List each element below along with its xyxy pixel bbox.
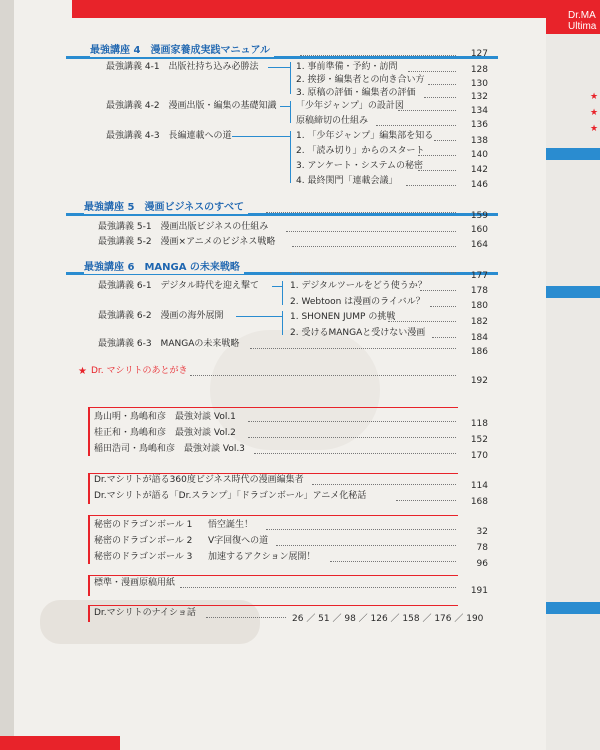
topic: 3. 原稿の評価・編集者の評価 bbox=[296, 88, 416, 98]
dialogue-title: 稲田浩司・鳥嶋和彦 最強対談 Vol.3 bbox=[94, 444, 245, 454]
page-number: 184 bbox=[470, 333, 488, 343]
facing-section-bar bbox=[546, 286, 600, 298]
leader-dots bbox=[300, 55, 456, 56]
connector bbox=[280, 106, 290, 107]
leader-dots bbox=[286, 231, 456, 232]
lecture-title: 最強講義 6-1 デジタル時代を迎え撃て bbox=[98, 281, 260, 291]
section-title: 最強講座 6 MANGA の未来戦略 bbox=[84, 262, 244, 274]
section-title: 最強講座 5 漫画ビジネスのすべて bbox=[84, 202, 248, 214]
connector bbox=[272, 286, 282, 287]
topic: 4. 最終関門「連載会議」 bbox=[296, 176, 398, 186]
lecture-title: 最強講義 4-1 出版社持ち込み必勝法 bbox=[106, 62, 259, 72]
page-number: 159 bbox=[470, 211, 488, 221]
topic: 1. 「少年ジャンプ」編集部を知る bbox=[296, 131, 434, 141]
dialogue-title: 鳥山明・鳥嶋和彦 最強対談 Vol.1 bbox=[94, 412, 236, 422]
leader-dots bbox=[432, 337, 456, 338]
connector bbox=[236, 316, 282, 317]
lecture-title: 最強講義 5-1 漫画出版ビジネスの仕組み bbox=[98, 222, 269, 232]
lecture-title: 最強講義 4-2 漫画出版・編集の基礎知識 bbox=[106, 101, 277, 111]
page-number: 160 bbox=[470, 225, 488, 235]
lecture-title: 最強講義 6-2 漫画の海外展開 bbox=[98, 311, 224, 321]
topic: 2. 「読み切り」からのスタート bbox=[296, 146, 425, 156]
leader-dots bbox=[418, 170, 456, 171]
leader-dots bbox=[254, 453, 456, 454]
page-number: 168 bbox=[470, 497, 488, 507]
secret-title: 秘密のドラゴンボール 1 bbox=[94, 520, 193, 530]
page-number: 182 bbox=[470, 317, 488, 327]
page-number: 192 bbox=[470, 376, 488, 386]
leader-dots bbox=[418, 155, 456, 156]
top-red-band bbox=[72, 0, 546, 18]
red-rule bbox=[88, 474, 90, 504]
leader-dots bbox=[424, 97, 456, 98]
red-rule bbox=[88, 575, 458, 576]
connector bbox=[232, 136, 290, 137]
leader-dots bbox=[388, 321, 456, 322]
page-number: 132 bbox=[470, 92, 488, 102]
star-icon: ★ bbox=[78, 366, 87, 377]
red-rule bbox=[88, 606, 90, 622]
red-rule bbox=[88, 605, 458, 606]
page-number: 134 bbox=[470, 106, 488, 116]
topic: 2. Webtoon は漫画のライバル？ bbox=[290, 297, 425, 307]
naisho-pages: 26 ／ 51 ／ 98 ／ 126 ／ 158 ／ 176 ／ 190 bbox=[292, 614, 484, 624]
topic: 2. 受けるMANGAと受けない漫画 bbox=[290, 328, 426, 338]
leader-dots bbox=[430, 306, 456, 307]
leader-dots bbox=[206, 617, 286, 618]
topic: 1. 事前準備・予約・訪問 bbox=[296, 62, 398, 72]
topic: 原稿締切の仕組み bbox=[296, 116, 369, 126]
secret-title: 秘密のドラゴンボール 2 bbox=[94, 536, 193, 546]
page-number: 146 bbox=[470, 180, 488, 190]
star-icon: ★ bbox=[590, 92, 599, 102]
star-icon: ★ bbox=[590, 124, 599, 134]
page-number: 32 bbox=[476, 527, 488, 537]
leader-dots bbox=[266, 212, 456, 213]
leader-dots bbox=[408, 71, 456, 72]
leader-dots bbox=[190, 375, 456, 376]
lecture-title: 最強講義 4-3 長編連載への道 bbox=[106, 131, 232, 141]
page-number: 128 bbox=[470, 65, 488, 75]
connector bbox=[268, 67, 290, 68]
page-number: 136 bbox=[470, 120, 488, 130]
connector bbox=[290, 101, 291, 123]
leader-dots bbox=[434, 140, 456, 141]
red-rule bbox=[88, 473, 458, 474]
leader-dots bbox=[276, 545, 456, 546]
connector bbox=[290, 131, 291, 183]
page-number: 114 bbox=[470, 481, 488, 491]
page-number: 96 bbox=[476, 559, 488, 569]
talk-title: Dr.マシリトが語る「Dr.スランプ」「ドラゴンボール」アニメ化秘話 bbox=[94, 491, 367, 501]
page-number: 170 bbox=[470, 451, 488, 461]
lecture-title: 最強講義 5-2 漫画×アニメのビジネス戦略 bbox=[98, 237, 276, 247]
leader-dots bbox=[250, 348, 456, 349]
page-number: 127 bbox=[470, 49, 488, 59]
connector bbox=[282, 281, 283, 305]
facing-page-title bbox=[568, 10, 596, 32]
talk-title: Dr.マシリトが語る360度ビジネス時代の漫画編集者 bbox=[94, 475, 304, 485]
afterword-title: Dr. マシリトのあとがき bbox=[91, 366, 188, 376]
page-number: 118 bbox=[470, 419, 488, 429]
secret-subtitle: 加速するアクション展開！ bbox=[208, 552, 316, 562]
connector bbox=[290, 62, 291, 94]
leader-dots bbox=[180, 587, 456, 588]
facing-section-bar bbox=[546, 602, 600, 614]
secret-subtitle: 悟空誕生！ bbox=[208, 520, 254, 530]
manuscript-paper-title: 標準・漫画原稿用紙 bbox=[94, 578, 176, 588]
connector bbox=[282, 311, 283, 335]
page-number: 186 bbox=[470, 347, 488, 357]
topic: 「少年ジャンプ」の設計図 bbox=[296, 101, 404, 111]
naisho-title: Dr.マシリトのナイショ話 bbox=[94, 608, 196, 618]
red-rule bbox=[88, 408, 90, 456]
page-edge bbox=[0, 0, 14, 750]
leader-dots bbox=[312, 484, 456, 485]
section-title: 最強講座 4 漫画家養成実践マニュアル bbox=[90, 45, 274, 57]
page-number: 152 bbox=[470, 435, 488, 445]
topic: 2. 挨拶・編集者との向き合い方 bbox=[296, 75, 425, 85]
star-icon: ★ bbox=[590, 108, 599, 118]
leader-dots bbox=[376, 125, 456, 126]
page-number: 164 bbox=[470, 240, 488, 250]
leader-dots bbox=[266, 529, 456, 530]
leader-dots bbox=[398, 110, 456, 111]
dialogue-title: 桂正和・鳥嶋和彦 最強対談 Vol.2 bbox=[94, 428, 236, 438]
page-number: 78 bbox=[476, 543, 488, 553]
leader-dots bbox=[292, 246, 456, 247]
page-number: 178 bbox=[470, 286, 488, 296]
topic: 1. デジタルツールをどう使うか？ bbox=[290, 281, 427, 291]
secret-subtitle: V字回復への道 bbox=[208, 536, 269, 546]
leader-dots bbox=[330, 561, 456, 562]
facing-title-line1: Dr.MA bbox=[568, 10, 596, 21]
leader-dots bbox=[248, 421, 456, 422]
red-rule bbox=[88, 407, 458, 408]
secret-title: 秘密のドラゴンボール 3 bbox=[94, 552, 193, 562]
page-number: 191 bbox=[470, 586, 488, 596]
page-number: 140 bbox=[470, 150, 488, 160]
page-number: 130 bbox=[470, 79, 488, 89]
topic: 3. アンケート・システムの秘密 bbox=[296, 161, 424, 171]
leader-dots bbox=[420, 290, 456, 291]
red-rule bbox=[88, 516, 90, 564]
facing-title-line2: Ultima bbox=[568, 21, 597, 32]
leader-dots bbox=[290, 272, 456, 273]
watermark-logo bbox=[40, 600, 260, 644]
lecture-title: 最強講義 6-3 MANGAの未来戦略 bbox=[98, 339, 240, 349]
page-number: 142 bbox=[470, 165, 488, 175]
leader-dots bbox=[248, 437, 456, 438]
page-number: 177 bbox=[470, 271, 488, 281]
facing-section-bar bbox=[546, 148, 600, 160]
topic: 1. SHONEN JUMP の挑戦 bbox=[290, 312, 396, 322]
bottom-red-band bbox=[0, 736, 120, 750]
leader-dots bbox=[406, 185, 456, 186]
red-rule bbox=[88, 515, 458, 516]
leader-dots bbox=[428, 84, 456, 85]
page-number: 138 bbox=[470, 136, 488, 146]
page-number: 180 bbox=[470, 301, 488, 311]
red-rule bbox=[88, 576, 90, 596]
leader-dots bbox=[396, 500, 456, 501]
